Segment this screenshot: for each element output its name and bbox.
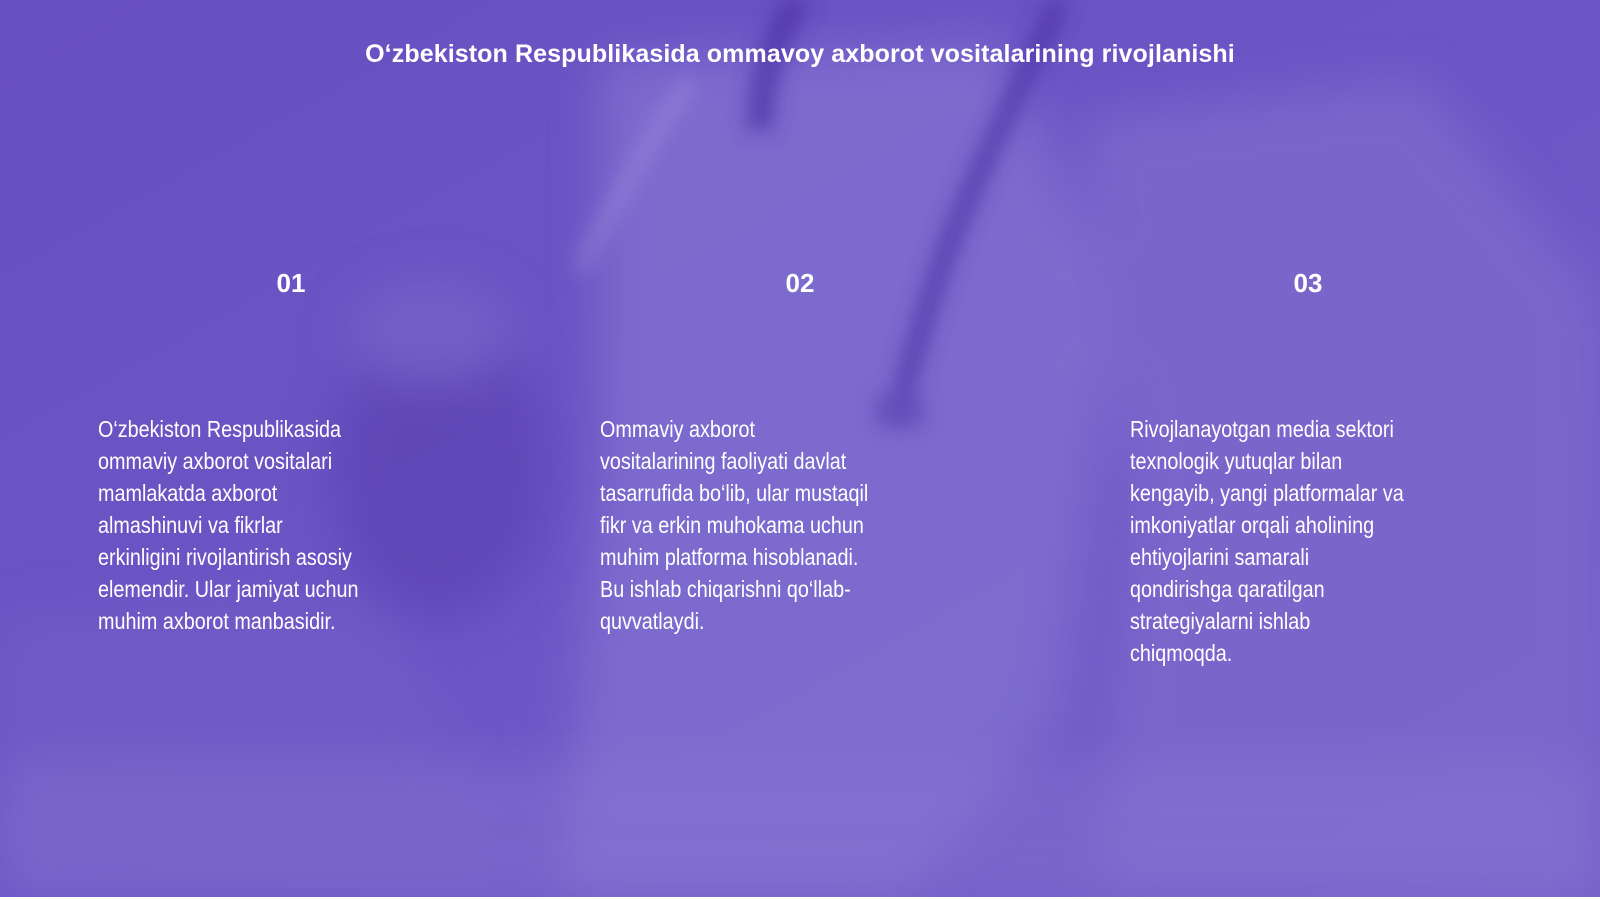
column-number-1: 01: [276, 268, 306, 298]
column-text-3: Rivojlanayotgan media sektori texnologik yutuqlar bilan kengayib, yangi platformalar va imkoniyatlar orqali aholining ehtiyojlarini samarali qondirishga qaratilgan strategiyalarni ishlab chiqmoqda.: [1130, 416, 1404, 666]
column-text-2: Ommaviy axborot vositalarining faoliyati davlat tasarrufida bo‘lib, ular mustaqil fikr va erkin muhokama uchun muhim platforma hisoblanadi. Bu ishlab chiqarishni qo‘llab- quvvatlaydi.: [600, 416, 869, 634]
slide-title: O‘zbekiston Respublikasida ommavoy axborot vositalarining rivojlanishi: [365, 40, 1235, 68]
column-number-3: 03: [1293, 268, 1323, 298]
column-text-1: O‘zbekiston Respublikasida ommaviy axborot vositalari mamlakatda axborot almashinuvi va fikrlar erkinligini rivojlantirish asosiy elemendir. Ular jamiyat uchun muhim axborot manbasidir.: [98, 416, 359, 634]
column-number-2: 02: [785, 268, 815, 298]
